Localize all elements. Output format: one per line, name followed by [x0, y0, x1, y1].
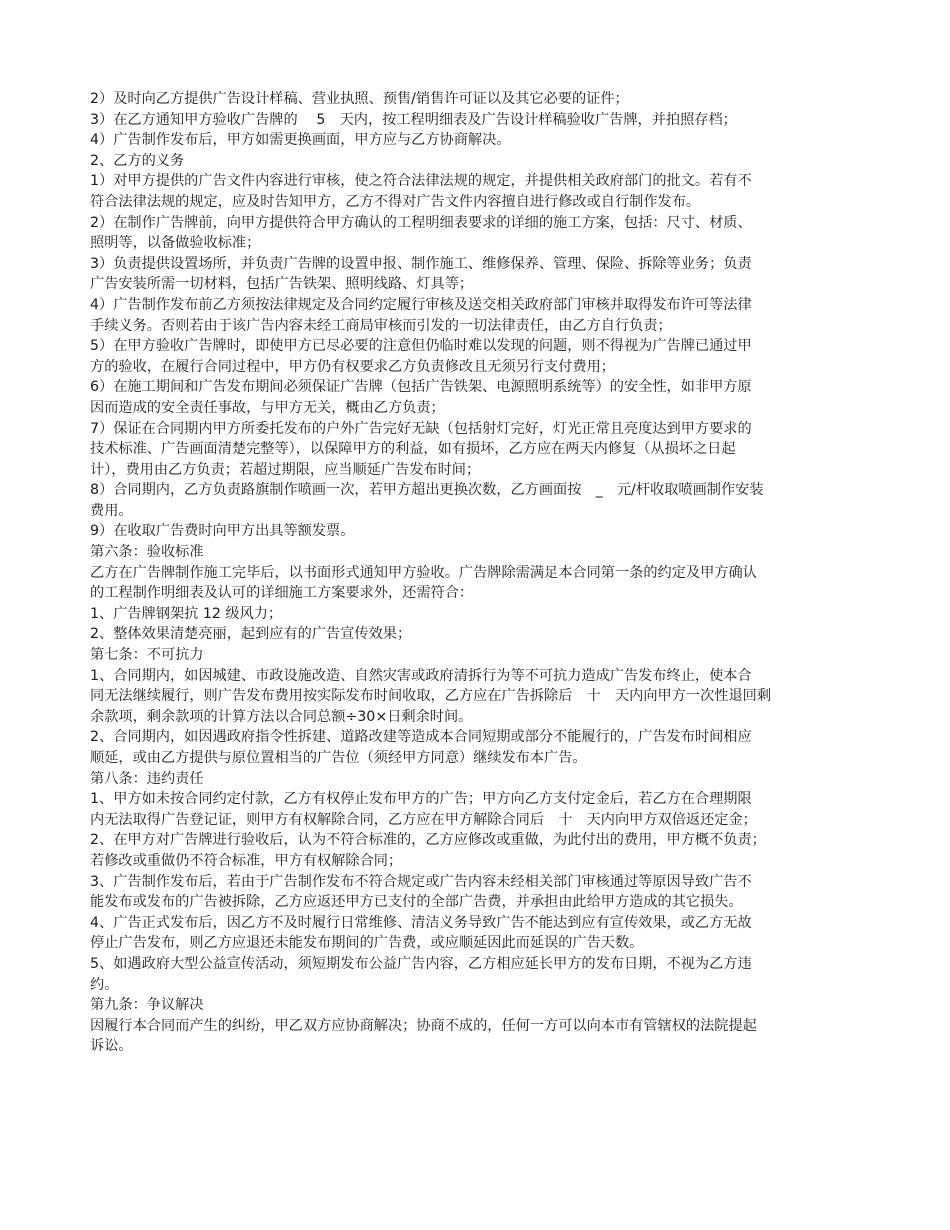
text-line: 顺延，或由乙方提供与原位置相当的广告位（须经甲方同意）继续发布本广告。	[90, 750, 587, 766]
text-line: 1、合同期内，如因城建、市政设施改造、自然灾害或政府清拆行为等不可抗力造成广告发布终止，使本合	[90, 667, 752, 684]
text-line: 1）对甲方提供的广告文件内容进行审核，使之符合法律法规的规定，并提供相关政府部门的批文。若有不	[90, 173, 752, 190]
text-line: 照明等，以备做验收标准；	[90, 235, 261, 252]
text-line: 诉讼。	[90, 1038, 133, 1055]
text-line: 广告安装所需一切材料，包括广告铁架、照明线路、灯具等；	[90, 276, 474, 293]
text-line: 3、广告制作发布后，若由于广告制作发布不符合规定或广告内容未经相关部门审核通过等原因导致广告不	[90, 873, 752, 890]
text-line: 4）广告制作发布前乙方须按法律规定及合同约定履行审核及送交相关政府部门审核并取得发布许可等法律	[90, 296, 752, 313]
text-line: 5、如遇政府大型公益宣传活动，须短期发布公益广告内容，乙方相应延长甲方的发布日期，不视为乙方违	[90, 955, 752, 972]
text-line: 2）在制作广告牌前，向甲方提供符合甲方确认的工程明细表要求的详细的施工方案，包括：尺寸、材质、	[90, 214, 752, 231]
text-line: 8）合同期内，乙方负责路旗制作喷画一次，若甲方超出更换次数，乙方画面按 _ 元/杆收取喷画制作安装	[90, 482, 764, 499]
text-line: 7）保证在合同期内甲方所委托发布的户外广告完好无缺（包括射灯完好，灯光正常且亮度达到甲方要求的	[90, 420, 752, 437]
text-line: 的工程制作明细表及认可的详细施工方案要求外，还需符合：	[90, 585, 474, 602]
text-line: 因履行本合同而产生的纠纷，甲乙双方应协商解决；协商不成的，任何一方可以向本市有管辖权的法院提起	[90, 1017, 757, 1034]
text-line: 3）在乙方通知甲方验收广告牌的 5 天内，按工程明细表及广告设计样稿验收广告牌，并拍照存档；	[90, 111, 737, 128]
text-line: 2、乙方的义务	[90, 152, 185, 169]
text-line: 1、甲方如未按合同约定付款，乙方有权停止发布甲方的广告；甲方向乙方支付定金后，若乙方在合理期限	[90, 791, 752, 808]
text-line: 4）广告制作发布后，甲方如需更换画面，甲方应与乙方协商解决。	[90, 132, 511, 149]
text-line: 第九条：争议解决	[90, 997, 204, 1014]
text-line: 1、广告牌钢架抗 12 级风力；	[90, 605, 283, 622]
text-line: 费用。	[90, 502, 133, 519]
text-line: 5）在甲方验收广告牌时，即使甲方已尽必要的注意但仍临时难以发现的问题，则不得视为广告牌已通过甲	[90, 338, 752, 355]
text-line: 4、广告正式发布后，因乙方不及时履行日常维修、清洁义务导致广告不能达到应有宣传效果，或乙方无故	[90, 914, 752, 931]
text-line: 第八条：违约责任	[90, 770, 204, 787]
text-line: 第七条：不可抗力	[90, 647, 204, 664]
text-line: 乙方在广告牌制作施工完毕后，以书面形式通知甲方验收。广告牌除需满足本合同第一条的约定及甲方确认	[90, 564, 757, 581]
text-line: 能发布或发布的广告被拆除，乙方应返还甲方已支付的全部广告费，并承担由此给甲方造成的其它损失。	[90, 894, 743, 911]
text-line: 2、整体效果清楚亮丽，起到应有的广告宣传效果；	[90, 626, 412, 643]
text-line: 同无法继续履行，则广告发布费用按实际发布时间收取，乙方应在广告拆除后 十 天内向甲方一次性退回剩	[90, 688, 772, 705]
text-line: 余款项，剩余款项的计算方法以合同总额÷30×日剩余时间。	[90, 708, 473, 725]
text-line: 3）负责提供设置场所，并负责广告牌的设置申报、制作施工、维修保养、管理、保险、拆除等业务；负责	[90, 255, 752, 272]
text-line: 内无法取得广告登记证，则甲方有权解除合同，乙方应在甲方解除合同后 十 天内向甲方双倍返还定金；	[90, 811, 757, 828]
text-line: 2）及时向乙方提供广告设计样稿、营业执照、预售/销售许可证以及其它必要的证件；	[90, 91, 629, 107]
text-line: 若修改或重做仍不符合标准，甲方有权解除合同；	[90, 852, 403, 869]
text-line: 因而造成的安全责任事故，与甲方无关，概由乙方负责；	[90, 399, 445, 416]
text-line: 技术标准、广告画面清楚完整等），以保障甲方的利益，如有损坏，乙方应在两天内修复（从损坏之日起	[90, 441, 736, 458]
text-line: 方的验收，在履行合同过程中，甲方仍有权要求乙方负责修改且无须另行支付费用；	[90, 358, 615, 375]
text-line: 6）在施工期间和广告发布期间必须保证广告牌（包括广告铁架、电源照明系统等）的安全性，如非甲方原	[90, 379, 752, 396]
text-line: 计），费用由乙方负责；若超过期限，应当顺延广告发布时间；	[90, 461, 481, 478]
text-line: 9）在收取广告费时向甲方出具等额发票。	[90, 523, 355, 540]
text-line: 2、在甲方对广告牌进行验收后，认为不符合标准的，乙方应修改或重做，为此付出的费用，甲方概不负责；	[90, 832, 766, 849]
text-line: 第六条：验收标准	[90, 544, 204, 561]
text-line: 停止广告发布，则乙方应退还未能发布期间的广告费，或应顺延因此而延误的广告天数。	[90, 935, 644, 952]
document-body	[90, 89, 860, 1057]
text-line: 手续义务。否则若由于该广告内容未经工商局审核而引发的一切法律责任，由乙方自行负责；	[90, 317, 672, 334]
text-line: 2、合同期内，如因遇政府指令性拆建、道路改建等造成本合同短期或部分不能履行的，广告发布时间相应	[90, 729, 752, 746]
text-line: 符合法律法规的规定，应及时告知甲方，乙方不得对广告文件内容擅自进行修改或自行制作发布。	[90, 193, 701, 210]
text-line: 约。	[90, 976, 119, 993]
